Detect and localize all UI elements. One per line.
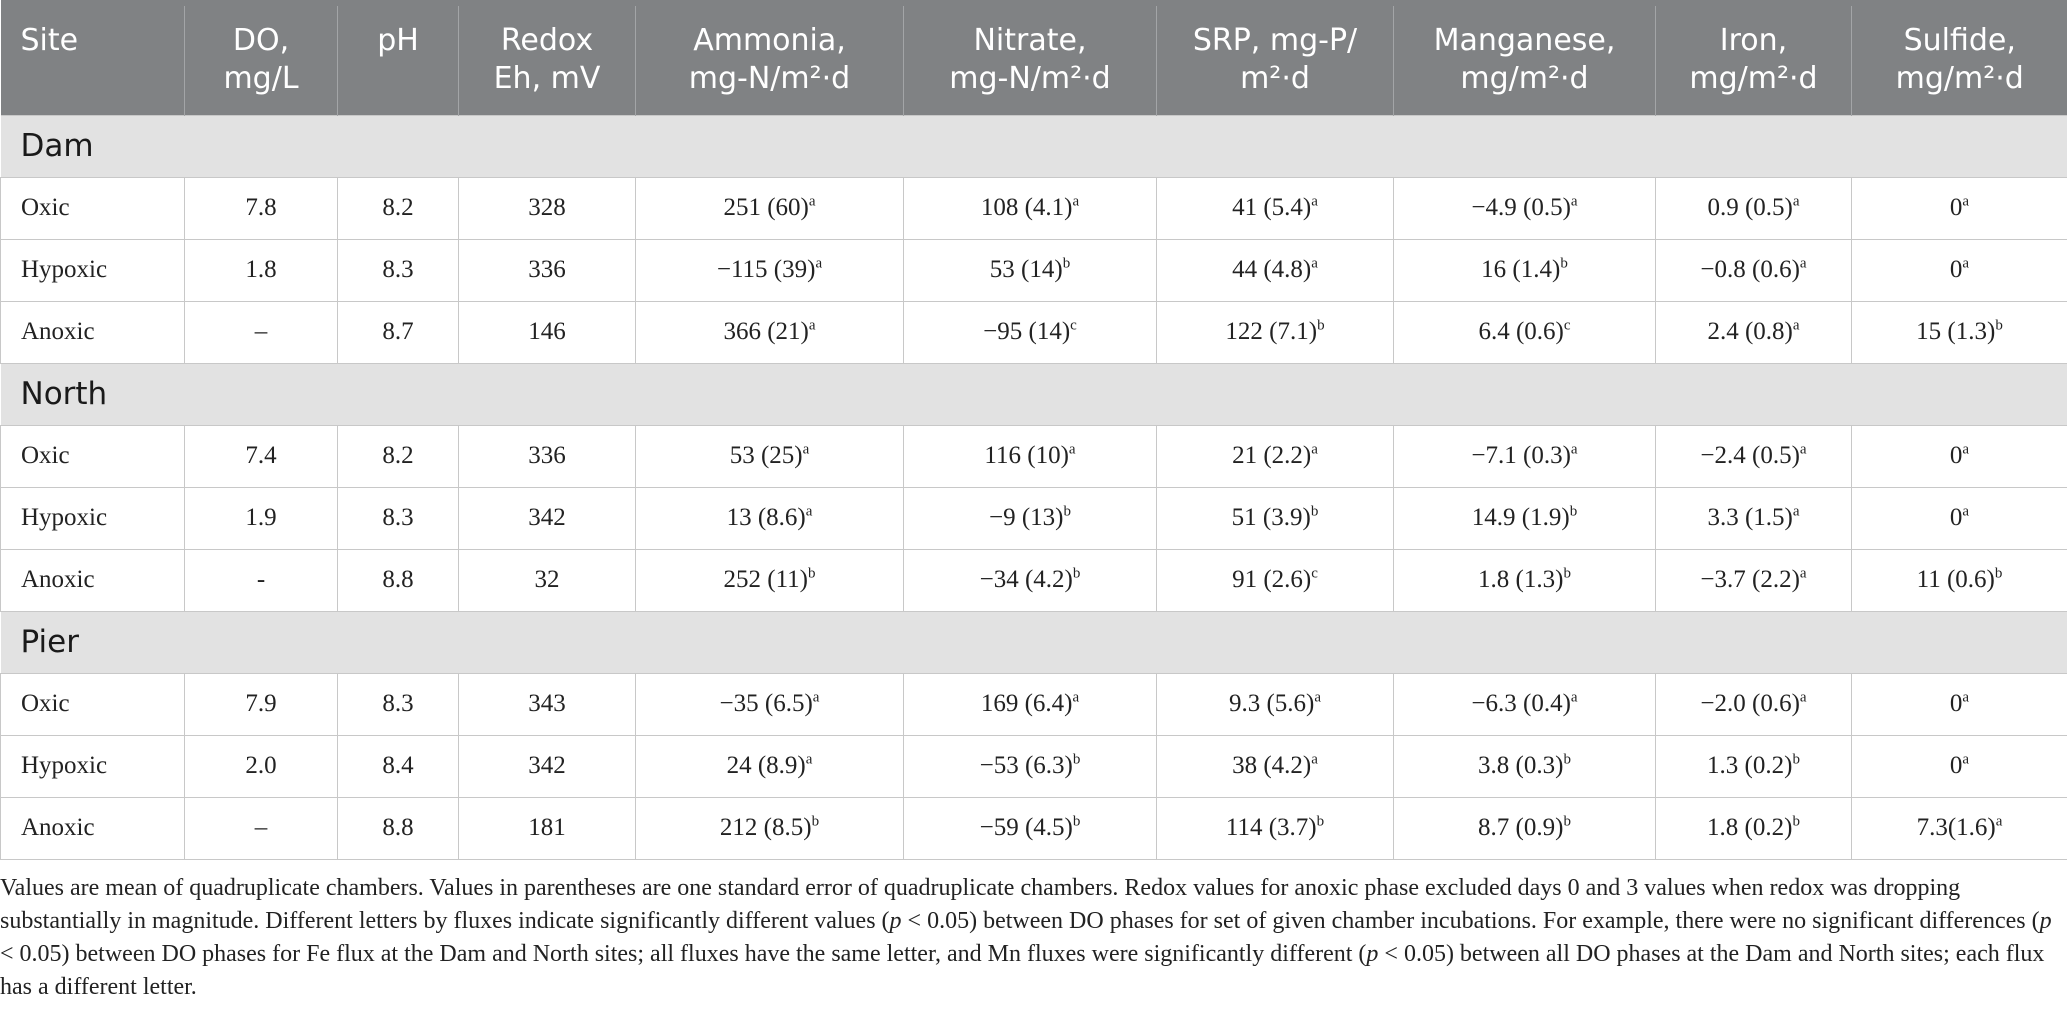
cell-ammonia (636, 797, 904, 859)
cell-ph: 8.2 (338, 425, 459, 487)
iron-value: 0.9 (0.5) (1707, 194, 1793, 221)
cell-redox: 336 (459, 425, 636, 487)
cell-sulfide (1852, 487, 2067, 549)
cell-manganese (1394, 177, 1656, 239)
cell-ammonia (636, 425, 904, 487)
cell-iron (1656, 301, 1852, 363)
srp-significance-letter: a (1311, 255, 1318, 272)
cell-ph: 8.8 (338, 797, 459, 859)
header-site: Site (1, 3, 185, 115)
cell-nitrate (904, 177, 1157, 239)
cell-ph: 8.3 (338, 487, 459, 549)
header-srp: SRP, mg-P/ m²·d (1157, 3, 1394, 115)
cell-nitrate (904, 301, 1157, 363)
table-row (1, 487, 2067, 549)
iron-value: 1.8 (0.2) (1707, 814, 1793, 841)
iron-significance-letter: b (1792, 751, 1800, 768)
srp-value: 122 (7.1) (1225, 318, 1318, 345)
cell-iron (1656, 673, 1852, 735)
manganese-significance-letter: b (1563, 751, 1571, 768)
sulfide-value: 15 (1.3) (1916, 318, 1996, 345)
sulfide-value: 11 (0.6) (1916, 566, 1995, 593)
cell-srp (1157, 177, 1394, 239)
iron-significance-letter: a (1799, 441, 1807, 458)
ammonia-value: 13 (8.6) (726, 504, 806, 531)
cell-do: 2.0 (185, 735, 338, 797)
nitrate-value: 116 (10) (984, 442, 1069, 469)
ammonia-value: 212 (8.5) (719, 814, 812, 841)
srp-significance-letter: a (1311, 751, 1318, 768)
footnote-text-1: Values are mean of quadruplicate chambers. Values in parentheses are one standard error of quadruplicate chambers. Redox values for anoxic phase excluded days 0 and 3 values when redox was dropping substantially in magnitude. Different letters by fluxes indicate significantly different values ( (0, 875, 1961, 934)
sulfide-value: 0 (1949, 752, 1963, 779)
site-group-row (1, 115, 2067, 177)
cell-phase: Oxic (1, 673, 185, 735)
nitrate-value: −59 (4.5) (979, 814, 1073, 841)
cell-do: 7.4 (185, 425, 338, 487)
iron-value: 3.3 (1.5) (1707, 504, 1793, 531)
cell-nitrate (904, 487, 1157, 549)
cell-ph: 8.7 (338, 301, 459, 363)
cell-redox: 343 (459, 673, 636, 735)
ammonia-significance-letter: a (805, 751, 813, 768)
cell-phase: Hypoxic (1, 735, 185, 797)
cell-phase: Anoxic (1, 797, 185, 859)
cell-ammonia (636, 177, 904, 239)
srp-value: 21 (2.2) (1232, 442, 1312, 469)
sulfide-significance-letter: b (1994, 565, 2003, 582)
cell-sulfide (1852, 735, 2067, 797)
manganese-significance-letter: b (1560, 255, 1568, 272)
cell-ammonia (636, 549, 904, 611)
manganese-significance-letter: b (1563, 565, 1571, 582)
nitrate-significance-letter: a (1068, 441, 1076, 458)
cell-srp (1157, 425, 1394, 487)
ammonia-value: 366 (21) (723, 318, 809, 345)
nitrate-value: 53 (14) (989, 256, 1063, 283)
ammonia-value: −115 (39) (716, 256, 816, 283)
iron-significance-letter: a (1792, 317, 1800, 334)
table-body (1, 115, 2067, 859)
header-do: DO, mg/L (185, 3, 338, 115)
srp-value: 51 (3.9) (1231, 504, 1311, 531)
manganese-significance-letter: a (1570, 689, 1578, 706)
sulfide-value: 0 (1949, 504, 1963, 531)
footnote-text-2: < 0.05) between DO phases for set of given chamber incubations. For example, there were no significant differences ( (901, 908, 2040, 934)
sulfide-significance-letter: a (1962, 255, 1970, 272)
cell-sulfide (1852, 673, 2067, 735)
cell-manganese (1394, 549, 1656, 611)
header-nitrate: Nitrate, mg-N/m²·d (904, 3, 1157, 115)
site-group-label: North (1, 363, 2067, 425)
cell-do: 7.8 (185, 177, 338, 239)
sulfide-value: 0 (1949, 442, 1963, 469)
ammonia-significance-letter: b (811, 813, 820, 830)
ammonia-significance-letter: a (808, 317, 816, 334)
ammonia-significance-letter: a (802, 441, 810, 458)
cell-redox: 32 (459, 549, 636, 611)
manganese-value: 8.7 (0.9) (1478, 814, 1564, 841)
iron-value: −0.8 (0.6) (1700, 256, 1800, 283)
manganese-value: 16 (1.4) (1481, 256, 1561, 283)
cell-sulfide (1852, 177, 2067, 239)
header-redox: Redox Eh, mV (459, 3, 636, 115)
manganese-significance-letter: b (1569, 503, 1578, 520)
cell-iron (1656, 239, 1852, 301)
srp-value: 91 (2.6) (1232, 566, 1312, 593)
iron-value: −2.4 (0.5) (1700, 442, 1800, 469)
nitrate-significance-letter: c (1070, 317, 1077, 334)
table-row (1, 239, 2067, 301)
cell-ammonia (636, 673, 904, 735)
ammonia-value: 24 (8.9) (726, 752, 806, 779)
sulfide-significance-letter: a (1995, 813, 2003, 830)
manganese-value: −7.1 (0.3) (1471, 442, 1571, 469)
manganese-significance-letter: a (1570, 193, 1578, 210)
cell-srp (1157, 239, 1394, 301)
ammonia-significance-letter: b (807, 565, 816, 582)
cell-iron (1656, 735, 1852, 797)
cell-do: 1.8 (185, 239, 338, 301)
srp-significance-letter: b (1316, 813, 1325, 830)
sulfide-significance-letter: a (1962, 193, 1970, 210)
iron-value: 1.3 (0.2) (1707, 752, 1793, 779)
srp-significance-letter: a (1314, 689, 1322, 706)
iron-significance-letter: b (1792, 813, 1800, 830)
nitrate-significance-letter: b (1062, 255, 1071, 272)
cell-phase: Anoxic (1, 301, 185, 363)
srp-value: 41 (5.4) (1232, 194, 1312, 221)
srp-significance-letter: b (1317, 317, 1325, 334)
cell-do: 1.9 (185, 487, 338, 549)
nitrate-value: −34 (4.2) (979, 566, 1073, 593)
cell-ph: 8.4 (338, 735, 459, 797)
site-group-row (1, 363, 2067, 425)
nitrate-value: 169 (6.4) (980, 690, 1073, 717)
manganese-value: 6.4 (0.6) (1478, 318, 1564, 345)
cell-redox: 342 (459, 487, 636, 549)
sulfide-value: 0 (1949, 194, 1963, 221)
nitrate-significance-letter: b (1063, 503, 1071, 520)
nitrate-significance-letter: a (1072, 193, 1080, 210)
ammonia-value: 53 (25) (729, 442, 803, 469)
cell-nitrate (904, 239, 1157, 301)
manganese-value: 14.9 (1.9) (1471, 504, 1570, 531)
cell-srp (1157, 735, 1394, 797)
cell-redox: 146 (459, 301, 636, 363)
manganese-value: 3.8 (0.3) (1478, 752, 1564, 779)
footnote-text-4: < 0.05) between all DO phases at the Dam and North sites; each flux has a different letter. (0, 941, 2045, 1000)
sulfide-value: 0 (1949, 256, 1963, 283)
ammonia-significance-letter: a (808, 193, 816, 210)
srp-significance-letter: b (1310, 503, 1319, 520)
cell-nitrate (904, 673, 1157, 735)
cell-do: – (185, 797, 338, 859)
table-row (1, 549, 2067, 611)
manganese-value: −4.9 (0.5) (1471, 194, 1571, 221)
cell-srp (1157, 673, 1394, 735)
ammonia-value: 252 (11) (723, 566, 808, 593)
cell-manganese (1394, 301, 1656, 363)
sulfide-significance-letter: a (1962, 751, 1970, 768)
cell-iron (1656, 487, 1852, 549)
cell-ammonia (636, 301, 904, 363)
cell-sulfide (1852, 425, 2067, 487)
manganese-value: 1.8 (1.3) (1478, 566, 1564, 593)
cell-iron (1656, 177, 1852, 239)
cell-do: - (185, 549, 338, 611)
sulfide-value: 7.3(1.6) (1916, 814, 1996, 841)
cell-ph: 8.3 (338, 239, 459, 301)
cell-iron (1656, 797, 1852, 859)
table-header-row (1, 3, 2067, 115)
iron-significance-letter: a (1799, 689, 1807, 706)
sulfide-significance-letter: a (1962, 689, 1970, 706)
srp-significance-letter: a (1311, 441, 1318, 458)
cell-srp (1157, 487, 1394, 549)
sulfide-significance-letter: a (1962, 503, 1970, 520)
cell-redox: 328 (459, 177, 636, 239)
cell-phase: Hypoxic (1, 487, 185, 549)
nitrate-significance-letter: b (1072, 565, 1081, 582)
table-footnote (0, 872, 2055, 1004)
manganese-significance-letter: c (1563, 317, 1571, 334)
cell-sulfide (1852, 549, 2067, 611)
cell-ph: 8.2 (338, 177, 459, 239)
cell-redox: 336 (459, 239, 636, 301)
cell-manganese (1394, 239, 1656, 301)
nitrate-value: −9 (13) (989, 504, 1064, 531)
iron-significance-letter: a (1792, 503, 1800, 520)
cell-ammonia (636, 735, 904, 797)
cell-manganese (1394, 425, 1656, 487)
nitrate-significance-letter: a (1072, 689, 1080, 706)
cell-do: – (185, 301, 338, 363)
header-ph: pH (338, 3, 459, 115)
sulfide-significance-letter: b (1995, 317, 2003, 334)
cell-srp (1157, 301, 1394, 363)
iron-significance-letter: a (1799, 565, 1807, 582)
ammonia-value: 251 (60) (723, 194, 809, 221)
table-row (1, 177, 2067, 239)
iron-significance-letter: a (1792, 193, 1800, 210)
srp-value: 9.3 (5.6) (1228, 690, 1315, 717)
ammonia-value: −35 (6.5) (719, 690, 813, 717)
cell-srp (1157, 797, 1394, 859)
srp-value: 44 (4.8) (1232, 256, 1312, 283)
footnote-text-3: < 0.05) between DO phases for Fe flux at the Dam and North sites; all fluxes have the same letter, and Mn fluxes were significantly different ( (0, 941, 1367, 967)
manganese-value: −6.3 (0.4) (1471, 690, 1571, 717)
table-row (1, 797, 2067, 859)
table-row (1, 425, 2067, 487)
footnote-p-3: p (1366, 941, 1379, 967)
table-row (1, 301, 2067, 363)
cell-do: 7.9 (185, 673, 338, 735)
nitrate-significance-letter: b (1072, 751, 1081, 768)
nitrate-significance-letter: b (1072, 813, 1081, 830)
cell-redox: 342 (459, 735, 636, 797)
cell-manganese (1394, 797, 1656, 859)
site-group-label: Dam (1, 115, 2067, 177)
nitrate-value: 108 (4.1) (980, 194, 1073, 221)
cell-nitrate (904, 735, 1157, 797)
cell-redox: 181 (459, 797, 636, 859)
iron-significance-letter: a (1799, 255, 1807, 272)
header-manganese: Manganese, mg/m²·d (1394, 3, 1656, 115)
cell-ammonia (636, 487, 904, 549)
cell-phase: Oxic (1, 425, 185, 487)
site-group-row (1, 611, 2067, 673)
cell-phase: Anoxic (1, 549, 185, 611)
nitrate-value: −95 (14) (983, 318, 1071, 345)
iron-value: 2.4 (0.8) (1707, 318, 1793, 345)
cell-srp (1157, 549, 1394, 611)
ammonia-significance-letter: a (812, 689, 820, 706)
cell-sulfide (1852, 239, 2067, 301)
cell-nitrate (904, 549, 1157, 611)
table-row (1, 735, 2067, 797)
srp-significance-letter: c (1311, 565, 1318, 582)
header-iron: Iron, mg/m²·d (1656, 3, 1852, 115)
cell-ph: 8.8 (338, 549, 459, 611)
srp-value: 114 (3.7) (1225, 814, 1317, 841)
site-group-label: Pier (1, 611, 2067, 673)
sulfide-value: 0 (1949, 690, 1963, 717)
cell-nitrate (904, 425, 1157, 487)
iron-value: −3.7 (2.2) (1700, 566, 1800, 593)
ammonia-significance-letter: a (815, 255, 823, 272)
ammonia-significance-letter: a (805, 503, 813, 520)
header-sulfide: Sulfide, mg/m²·d (1852, 3, 2067, 115)
cell-iron (1656, 549, 1852, 611)
cell-sulfide (1852, 301, 2067, 363)
cell-manganese (1394, 673, 1656, 735)
cell-manganese (1394, 735, 1656, 797)
footnote-p-2: p (2039, 908, 2052, 934)
cell-iron (1656, 425, 1852, 487)
cell-phase: Hypoxic (1, 239, 185, 301)
cell-sulfide (1852, 797, 2067, 859)
srp-value: 38 (4.2) (1232, 752, 1312, 779)
header-ammonia: Ammonia, mg-N/m²·d (636, 3, 904, 115)
srp-significance-letter: a (1311, 193, 1318, 210)
table-row (1, 673, 2067, 735)
cell-nitrate (904, 797, 1157, 859)
manganese-significance-letter: b (1563, 813, 1571, 830)
cell-manganese (1394, 487, 1656, 549)
manganese-significance-letter: a (1570, 441, 1578, 458)
cell-ammonia (636, 239, 904, 301)
nitrate-value: −53 (6.3) (979, 752, 1073, 779)
footnote-p-1: p (889, 908, 902, 934)
cell-ph: 8.3 (338, 673, 459, 735)
iron-value: −2.0 (0.6) (1700, 690, 1800, 717)
sulfide-significance-letter: a (1962, 441, 1970, 458)
cell-phase: Oxic (1, 177, 185, 239)
